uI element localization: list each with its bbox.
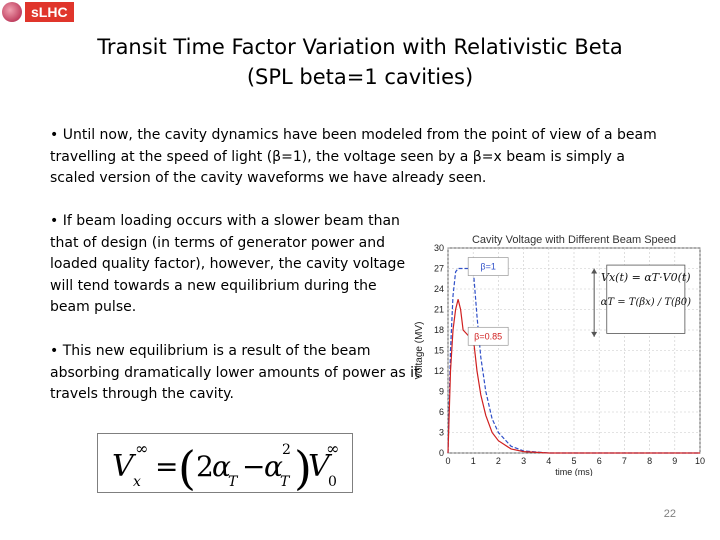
y-axis-label: Voltage (MV) (414, 321, 425, 380)
slhc-logo (0, 0, 74, 24)
x-tick-label: 2 (495, 456, 501, 466)
eq-alpha-2: α (264, 450, 283, 483)
x-tick-label: 8 (647, 456, 653, 466)
eq-lparen: ( (178, 441, 196, 492)
slide-title (0, 32, 720, 92)
paragraph-2: • If beam loading occurs with a slower beam than that of design (in terms of generator power and loaded quality factor), however, the cavity voltage will tend towards a new equilibrium during the beam pulse. (50, 213, 406, 315)
x-axis-label: time (ms) (555, 467, 593, 476)
eq-alpha-1: α (212, 450, 231, 483)
eq-v: V (112, 449, 134, 484)
x-tick-label: 3 (521, 456, 527, 466)
paragraph-1: • Until now, the cavity dynamics have been modeled from the point of view of a beam travelling at the speed of light (β=1), the voltage seen by a β=x beam is simply a scaled version of the cavity waveforms we have already seen. (50, 127, 657, 186)
eq-v0: V (308, 449, 330, 484)
eq-inf-2: ∞ (326, 439, 340, 458)
eq-minus: − (242, 450, 266, 483)
cavity-voltage-chart (410, 226, 710, 476)
y-tick-label: 6 (438, 407, 444, 417)
eq-sub-t-2: T (280, 474, 290, 490)
equilibrium-equation (97, 433, 353, 493)
x-tick-label: 0 (445, 456, 451, 466)
eq-rparen: ) (294, 441, 312, 492)
eq-inf-1: ∞ (135, 439, 149, 458)
eq-two: 2 (196, 450, 214, 483)
logo-text: sLHC (25, 2, 74, 22)
eq-squared: 2 (282, 442, 291, 458)
beta085-label: β=0.85 (474, 331, 503, 342)
x-tick-label: 1 (470, 456, 476, 466)
y-tick-label: 3 (438, 427, 444, 438)
x-tick-label: 9 (672, 456, 678, 466)
y-tick-label: 21 (433, 304, 444, 315)
eq-equals: = (155, 450, 179, 483)
y-tick-label: 24 (433, 284, 444, 294)
formula-line-1: Vx(t) = αT·V0(t) (601, 271, 691, 285)
paragraph-3: • This new equilibrium is a result of the beam absorbing dramatically lower amounts of power as it travels through the cavity. (50, 343, 420, 402)
y-tick-label: 15 (433, 345, 444, 356)
page-number: 22 (663, 508, 676, 520)
chart-svg (410, 226, 710, 476)
y-tick-label: 0 (438, 448, 444, 458)
equation-svg (98, 434, 352, 492)
title-line-2: (SPL beta=1 cavities) (246, 65, 474, 89)
x-tick-label: 10 (694, 456, 706, 466)
eq-sub-t-1: T (228, 474, 238, 490)
y-tick-label: 12 (433, 366, 444, 376)
y-tick-label: 27 (433, 263, 444, 274)
eq-sub-x: x (133, 474, 141, 490)
y-tick-label: 9 (438, 386, 444, 397)
x-tick-label: 6 (596, 456, 602, 466)
title-line-1: Transit Time Factor Variation with Relativistic Beta (97, 35, 623, 59)
formula-line-2: αT = T(βx) / T(β0) (600, 297, 692, 309)
y-tick-label: 30 (433, 243, 444, 253)
eq-sub-0: 0 (328, 474, 337, 490)
beta1-label: β=1 (480, 261, 496, 272)
x-tick-label: 5 (571, 456, 577, 466)
y-tick-label: 18 (433, 325, 444, 335)
cern-logo-icon (2, 2, 22, 22)
x-tick-label: 4 (546, 456, 552, 466)
chart-title: Cavity Voltage with Different Beam Speed (471, 234, 677, 246)
x-tick-label: 7 (621, 456, 627, 466)
